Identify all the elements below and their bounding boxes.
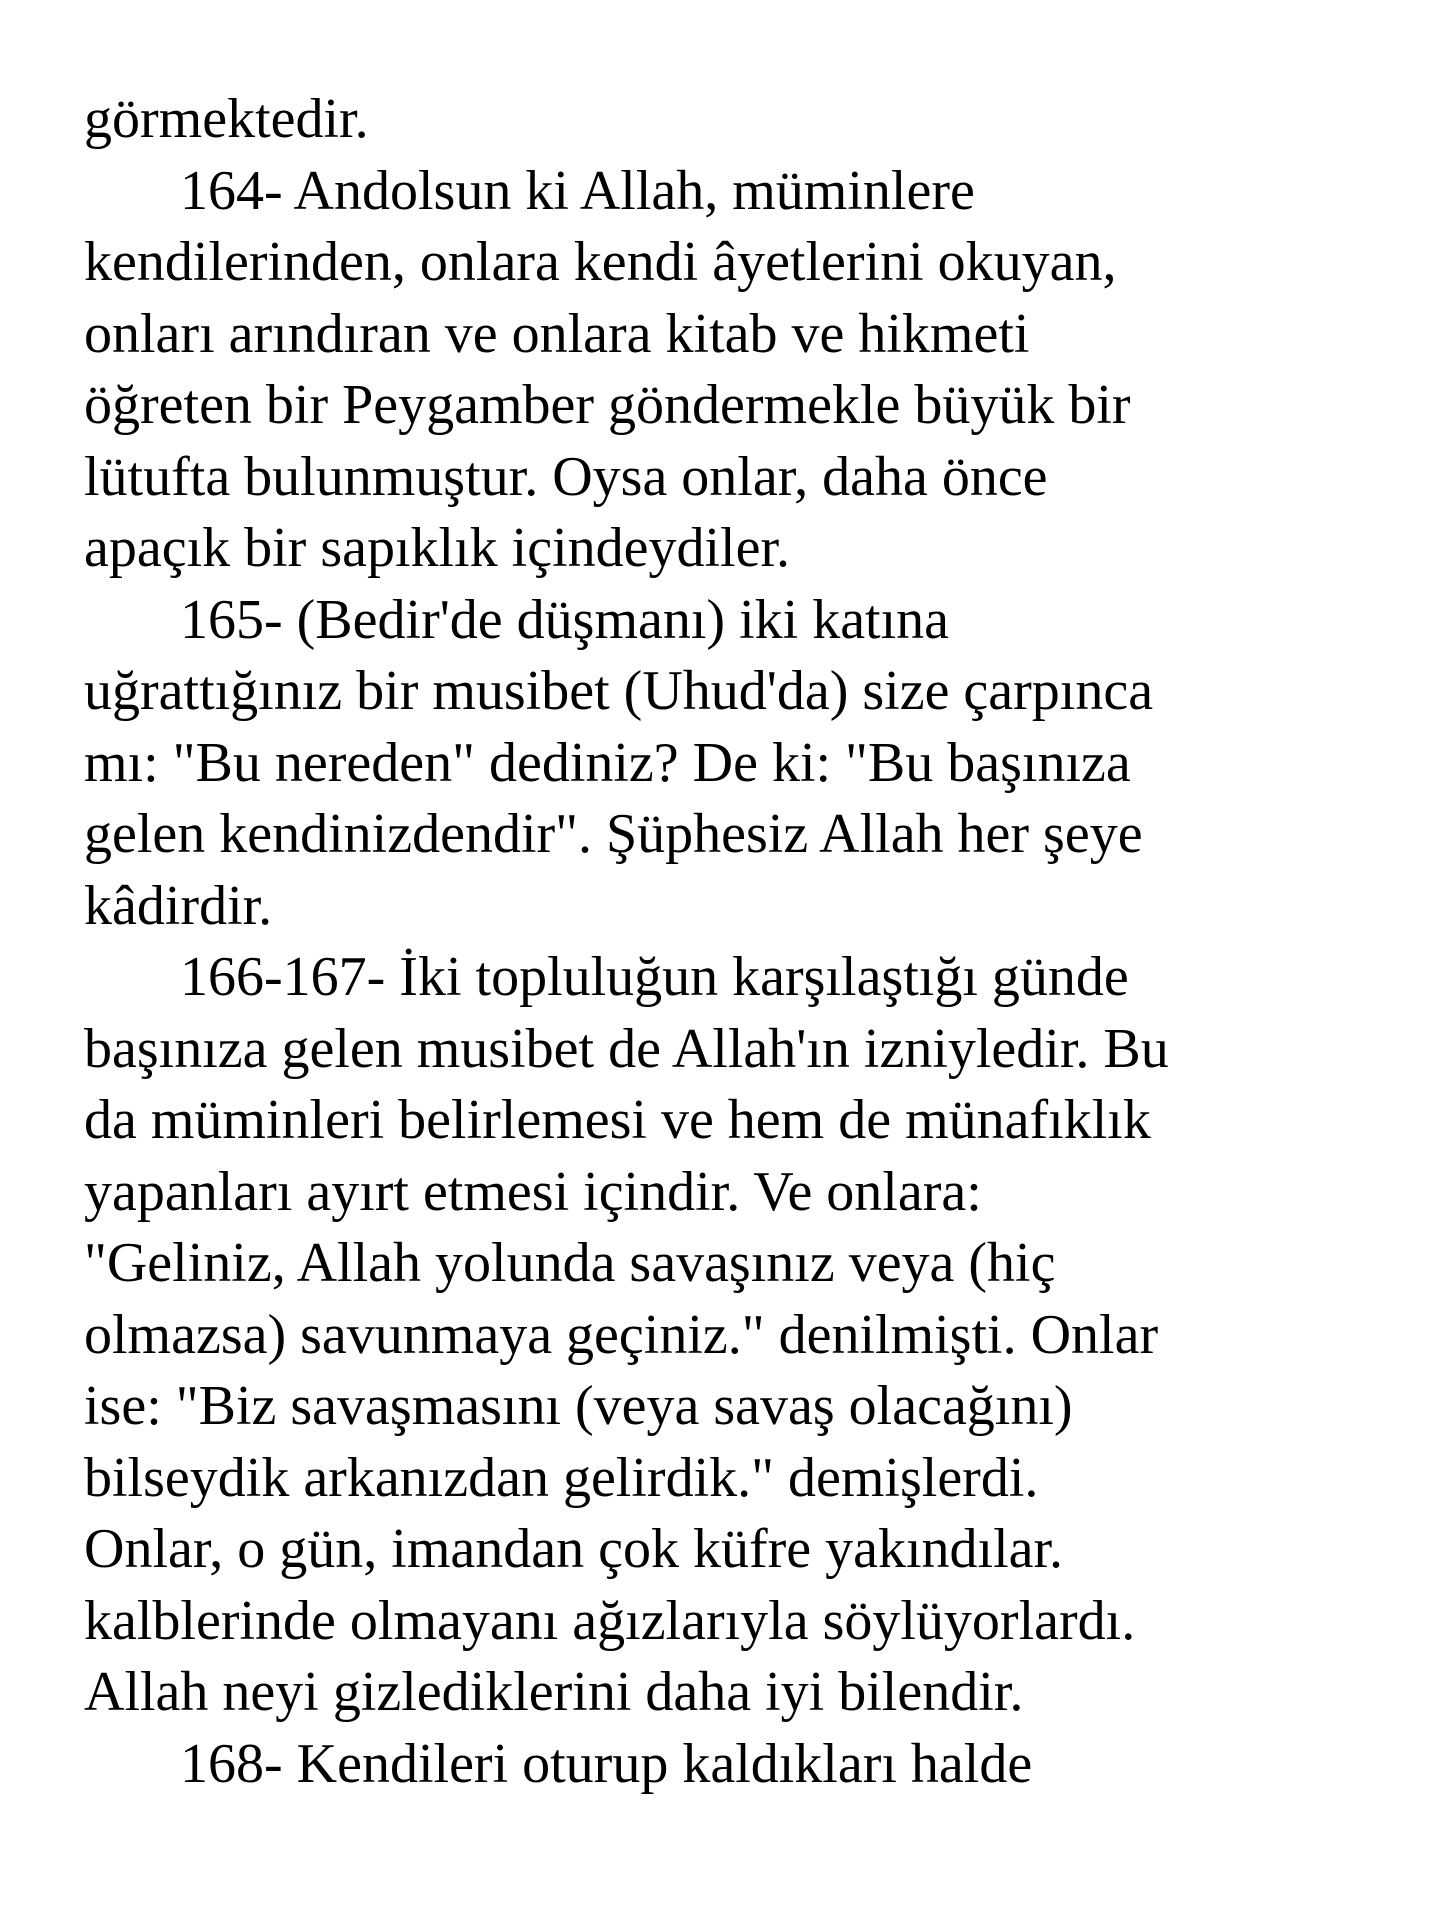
text-line: görmektedir. — [84, 88, 369, 150]
text-line: Onlar, o gün, imandan çok küfre yakındılar. — [84, 1518, 1064, 1580]
text-line: uğrattığınız bir musibet (Uhud'da) size çarpınca — [84, 660, 1154, 722]
text-line: öğreten bir Peygamber göndermekle büyük bir — [84, 374, 1131, 436]
text-line: başınıza gelen musibet de Allah'ın izniyledir. Bu — [84, 1017, 1169, 1080]
text-line: Allah neyi gizlediklerini daha iyi bilendir. — [84, 1661, 1024, 1723]
verse-text-body — [84, 84, 1384, 1800]
verse-168-start: 168- Kendileri oturup kaldıkları halde — [180, 1732, 1033, 1795]
text-line: gelen kendinizdendir". Şüphesiz Allah her şeye — [84, 803, 1143, 865]
text-line: bilseydik arkanızdan gelirdik." demişlerdi. — [84, 1446, 1039, 1509]
text-line: yapanları ayırt etmesi içindir. Ve onlara: — [84, 1160, 982, 1223]
verse-164-start: 164- Andolsun ki Allah, müminlere — [180, 159, 975, 222]
text-line: olmazsa) savunmaya geçiniz." denilmişti. Onlar — [84, 1303, 1159, 1366]
text-line: kâdirdir. — [84, 874, 273, 937]
text-line: da müminleri belirlemesi ve hem de münafıklık — [84, 1089, 1151, 1151]
text-line: ise: "Biz savaşmasını (veya savaş olacağını) — [84, 1375, 1073, 1437]
text-line: mı: "Bu nereden" dediniz? De ki: "Bu başınıza — [84, 731, 1131, 794]
text-line: lütufta bulunmuştur. Oysa onlar, daha önce — [84, 445, 1048, 508]
text-line: apaçık bir sapıklık içindeydiler. — [84, 517, 791, 579]
text-line: onları arındıran ve onlara kitab ve hikmeti — [84, 302, 1030, 365]
text-line: kendilerinden, onlara kendi âyetlerini okuyan, — [84, 231, 1117, 293]
document-page — [84, 84, 1384, 1800]
text-line: "Geliniz, Allah yolunda savaşınız veya (hiç — [84, 1232, 1056, 1294]
verse-165-start: 165- (Bedir'de düşmanı) iki katına — [180, 588, 950, 651]
verse-166-167-start: 166-167- İki topluluğun karşılaştığı günde — [180, 946, 1129, 1008]
text-line: kalblerinde olmayanı ağızlarıyla söylüyorlardı. — [84, 1589, 1136, 1652]
